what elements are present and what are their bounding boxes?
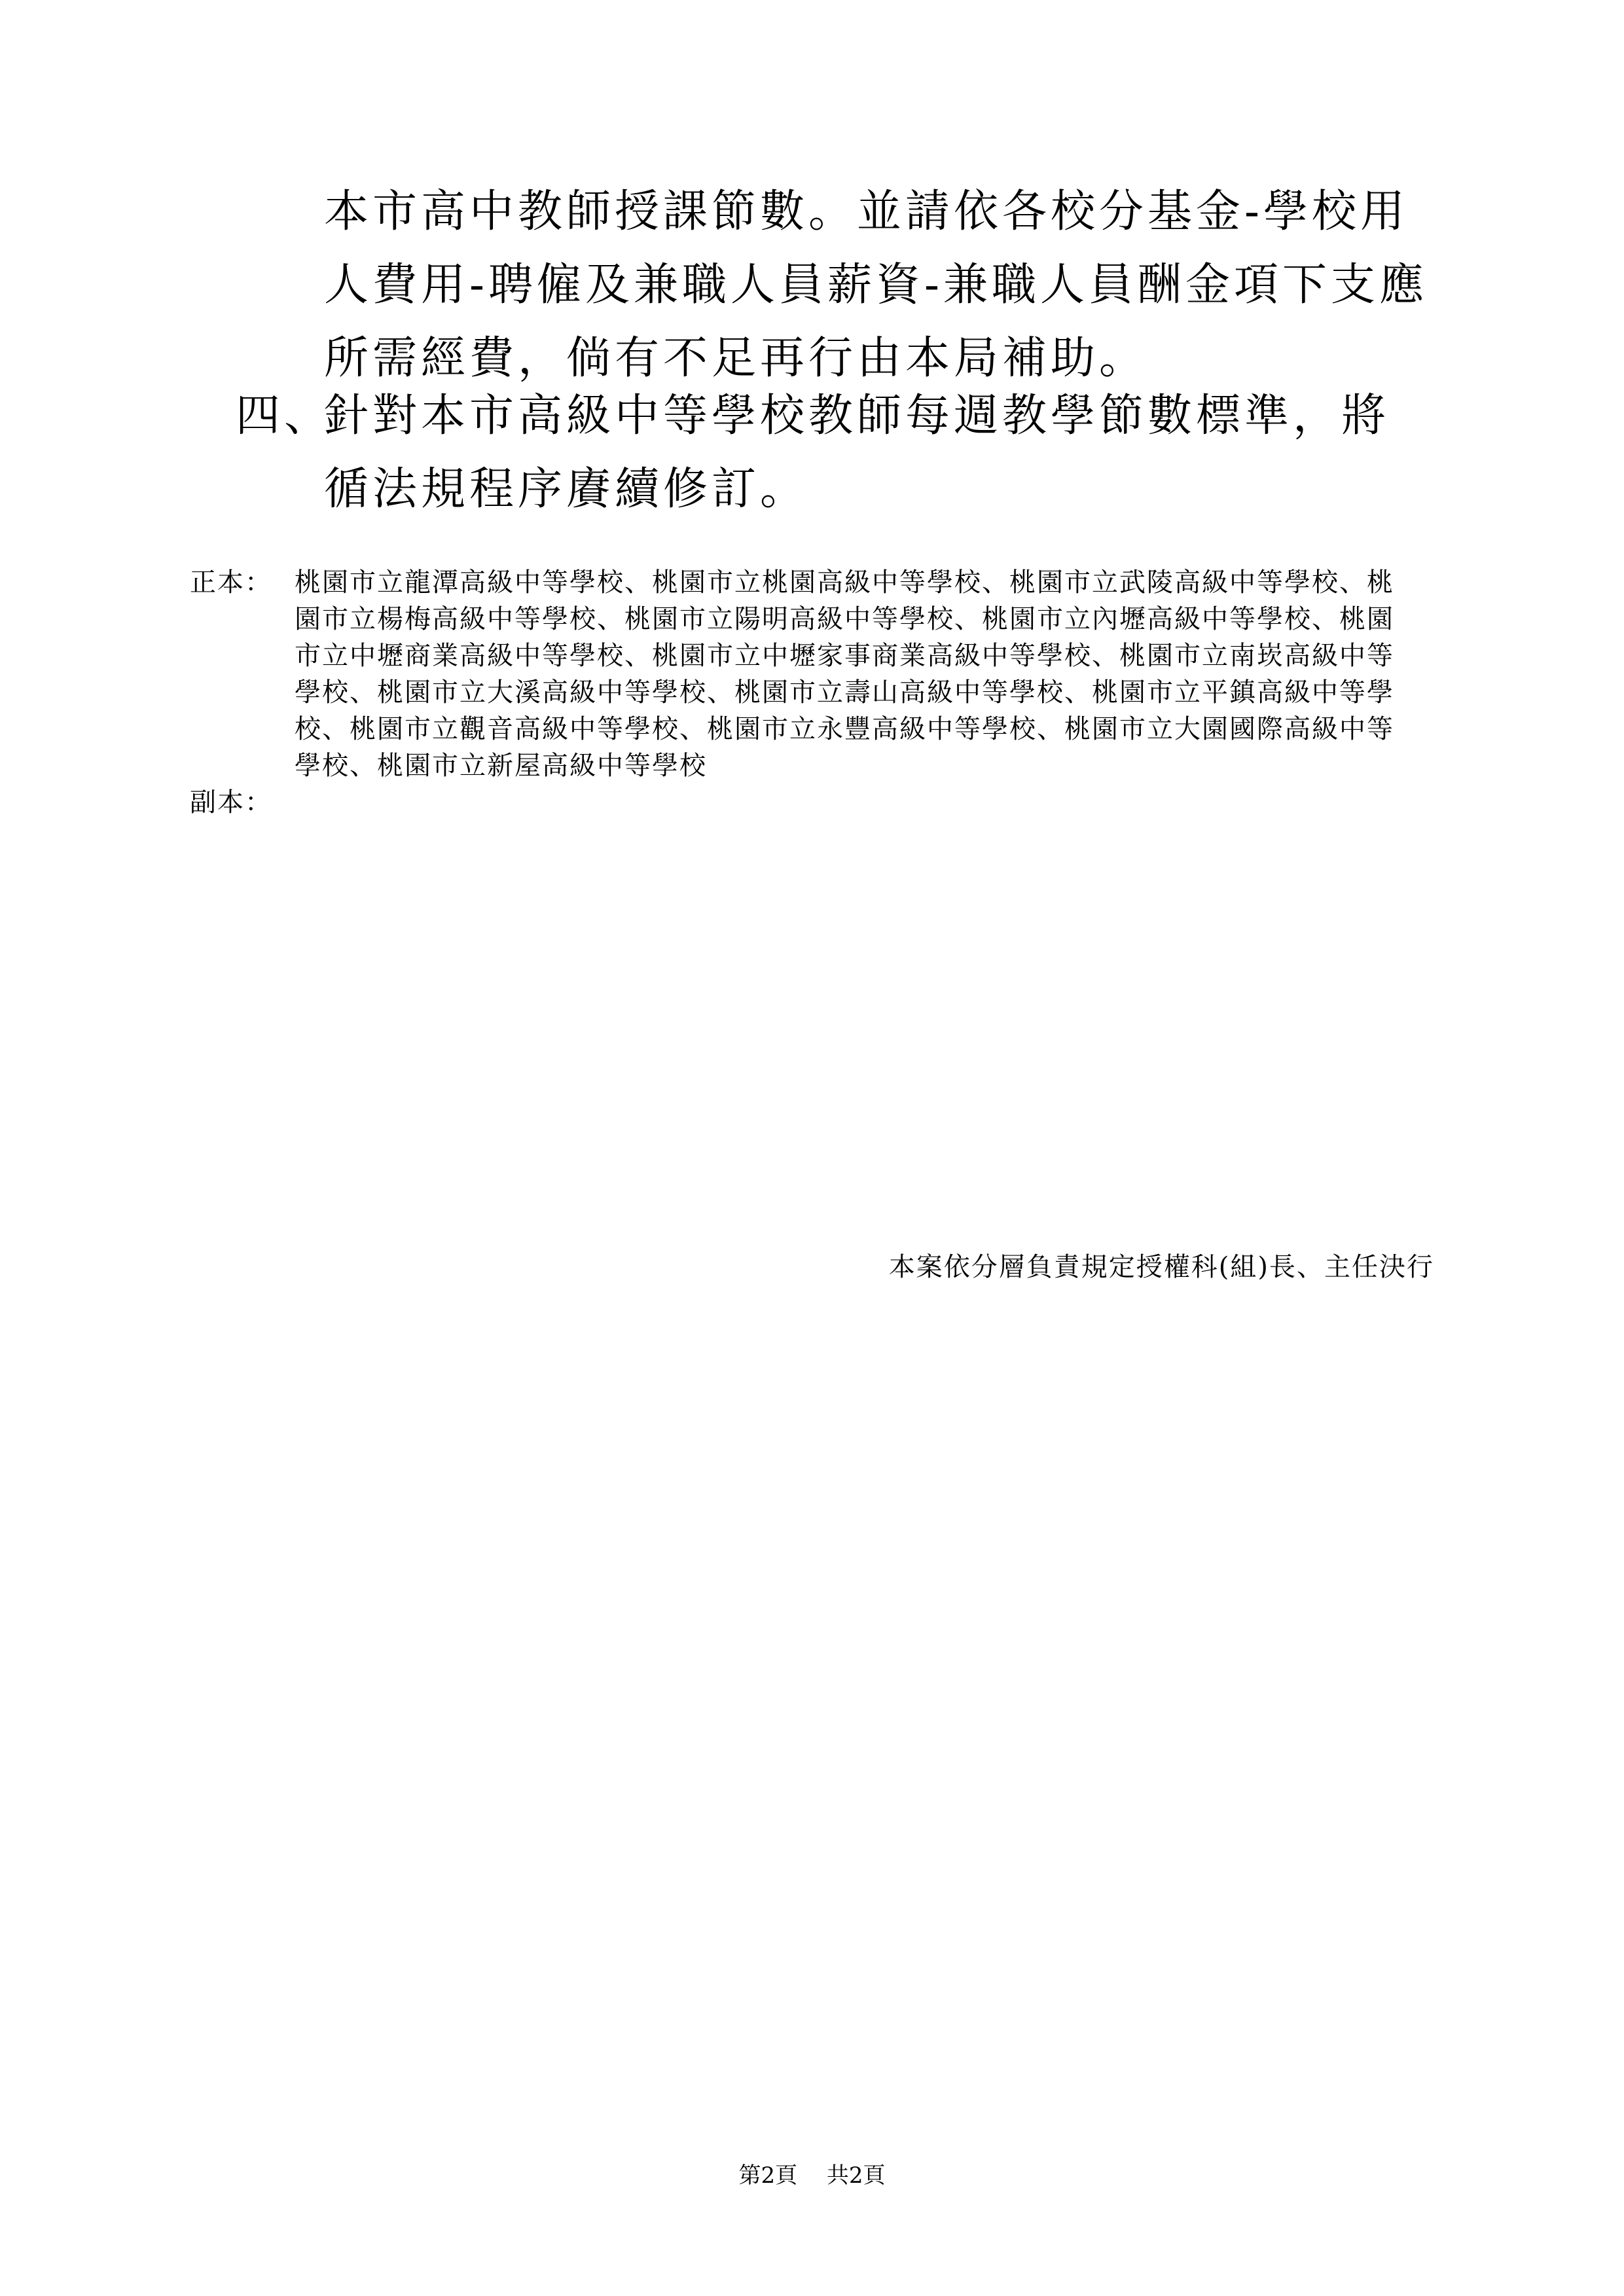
copy-recipients-list — [295, 784, 1420, 821]
item-four-text: 針對本市高級中等學校教師每週教學節數標準，將循法規程序賡續修訂。 — [324, 390, 1390, 515]
primary-recipients-row — [190, 564, 1420, 784]
item-four — [236, 380, 1437, 526]
continued-paragraph: 本市高中教師授課節數。並請依各校分基金-學校用人費用-聘僱及兼職人員薪資-兼職人員酬金項下支應所需經費，倘有不足再行由本局補助。 — [324, 186, 1428, 384]
primary-recipients-label: 正本： — [190, 567, 272, 598]
delegation-note: 本案依分層負責規定授權科(組)長、主任決行 — [888, 1252, 1434, 1282]
primary-recipients-list: 桃園市立龍潭高級中等學校、桃園市立桃園高級中等學校、桃園市立武陵高級中等學校、桃園市立楊梅高級中等學校、桃園市立陽明高級中等學校、桃園市立內壢高級中等學校、桃園市立中壢商業高級中等學校、桃園市立中壢家事商業高級中等學校、桃園市立南崁高級中等學校、桃園市立大溪高級中等學校、桃園市立壽山高級中等學校、桃園市立平鎮高級中等學校、桃園市立觀音高級中等學校、桃園市立永豐高級中等學校、桃園市立大園國際高級中等學校、桃園市立新屋高級中等學校 — [295, 567, 1394, 781]
copy-recipients-row — [190, 784, 1420, 821]
copy-recipients-label: 副本： — [190, 787, 272, 817]
item-four-number: 四、 — [236, 390, 333, 442]
page-number-footer: 第2頁 共2頁 — [738, 2162, 886, 2189]
recipients-block — [190, 564, 1420, 821]
